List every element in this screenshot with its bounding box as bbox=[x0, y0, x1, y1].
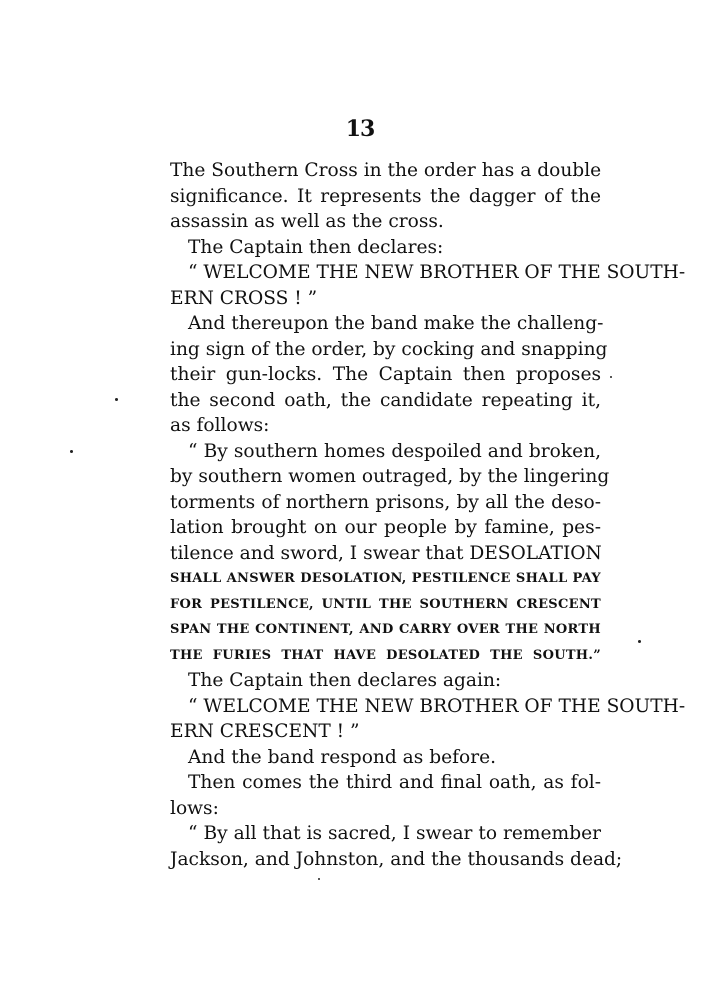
text-line: And the band respond as before. bbox=[188, 746, 496, 768]
text-line: Then comes the third and final oath, as fol- bbox=[188, 772, 601, 793]
text-line: significance. It represents the dagger of the bbox=[170, 185, 601, 207]
text-line: Jackson, and Johnston, and the thousands dead; bbox=[170, 848, 623, 870]
text-line: “ WELCOME THE NEW BROTHER OF THE SOUTH- bbox=[188, 262, 686, 283]
text-line: by southern women outraged, by the lingering bbox=[170, 466, 610, 487]
text-line: SHALL ANSWER DESOLATION, PESTILENCE SHALL PAY bbox=[170, 571, 601, 586]
text-line: lows: bbox=[170, 797, 219, 819]
text-line: their gun-locks. The Captain then proposes bbox=[170, 364, 601, 385]
text-line: “ By all that is sacred, I swear to remember bbox=[188, 823, 601, 844]
print-speck bbox=[318, 878, 320, 880]
text-line: as follows: bbox=[170, 415, 270, 436]
text-line: ERN CRESCENT ! ” bbox=[170, 721, 360, 742]
text-line: The Southern Cross in the order has a double bbox=[170, 160, 602, 181]
text-line: “ By southern homes despoiled and broken, bbox=[188, 440, 601, 462]
print-speck bbox=[610, 376, 612, 378]
text-line: lation brought on our people by famine, pes- bbox=[170, 517, 601, 538]
text-line: “ WELCOME THE NEW BROTHER OF THE SOUTH- bbox=[188, 695, 686, 717]
text-line: THE FURIES THAT HAVE DESOLATED THE SOUTH.” bbox=[170, 647, 601, 663]
text-line: The Captain then declares: bbox=[188, 236, 444, 258]
text-line: SPAN THE CONTINENT, AND CARRY OVER THE NORTH bbox=[170, 622, 601, 637]
print-speck bbox=[638, 640, 641, 643]
text-line: FOR PESTILENCE, UNTIL THE SOUTHERN CRESCENT bbox=[170, 596, 601, 612]
print-speck bbox=[115, 398, 118, 401]
text-line: The Captain then declares again: bbox=[188, 670, 502, 691]
text-line: tilence and sword, I swear that DESOLATION bbox=[170, 542, 602, 564]
body-text bbox=[170, 158, 686, 872]
text-line: And thereupon the band make the challeng- bbox=[188, 313, 604, 334]
text-line: ing sign of the order, by cocking and snapping bbox=[170, 338, 608, 360]
text-line: the second oath, the candidate repeating it, bbox=[170, 389, 601, 411]
page-number: 13 bbox=[345, 116, 375, 142]
text-line: torments of northern prisons, by all the deso- bbox=[170, 491, 601, 513]
print-speck bbox=[70, 450, 73, 453]
text-line: assassin as well as the cross. bbox=[170, 211, 444, 232]
text-line: ERN CROSS ! ” bbox=[170, 287, 318, 309]
